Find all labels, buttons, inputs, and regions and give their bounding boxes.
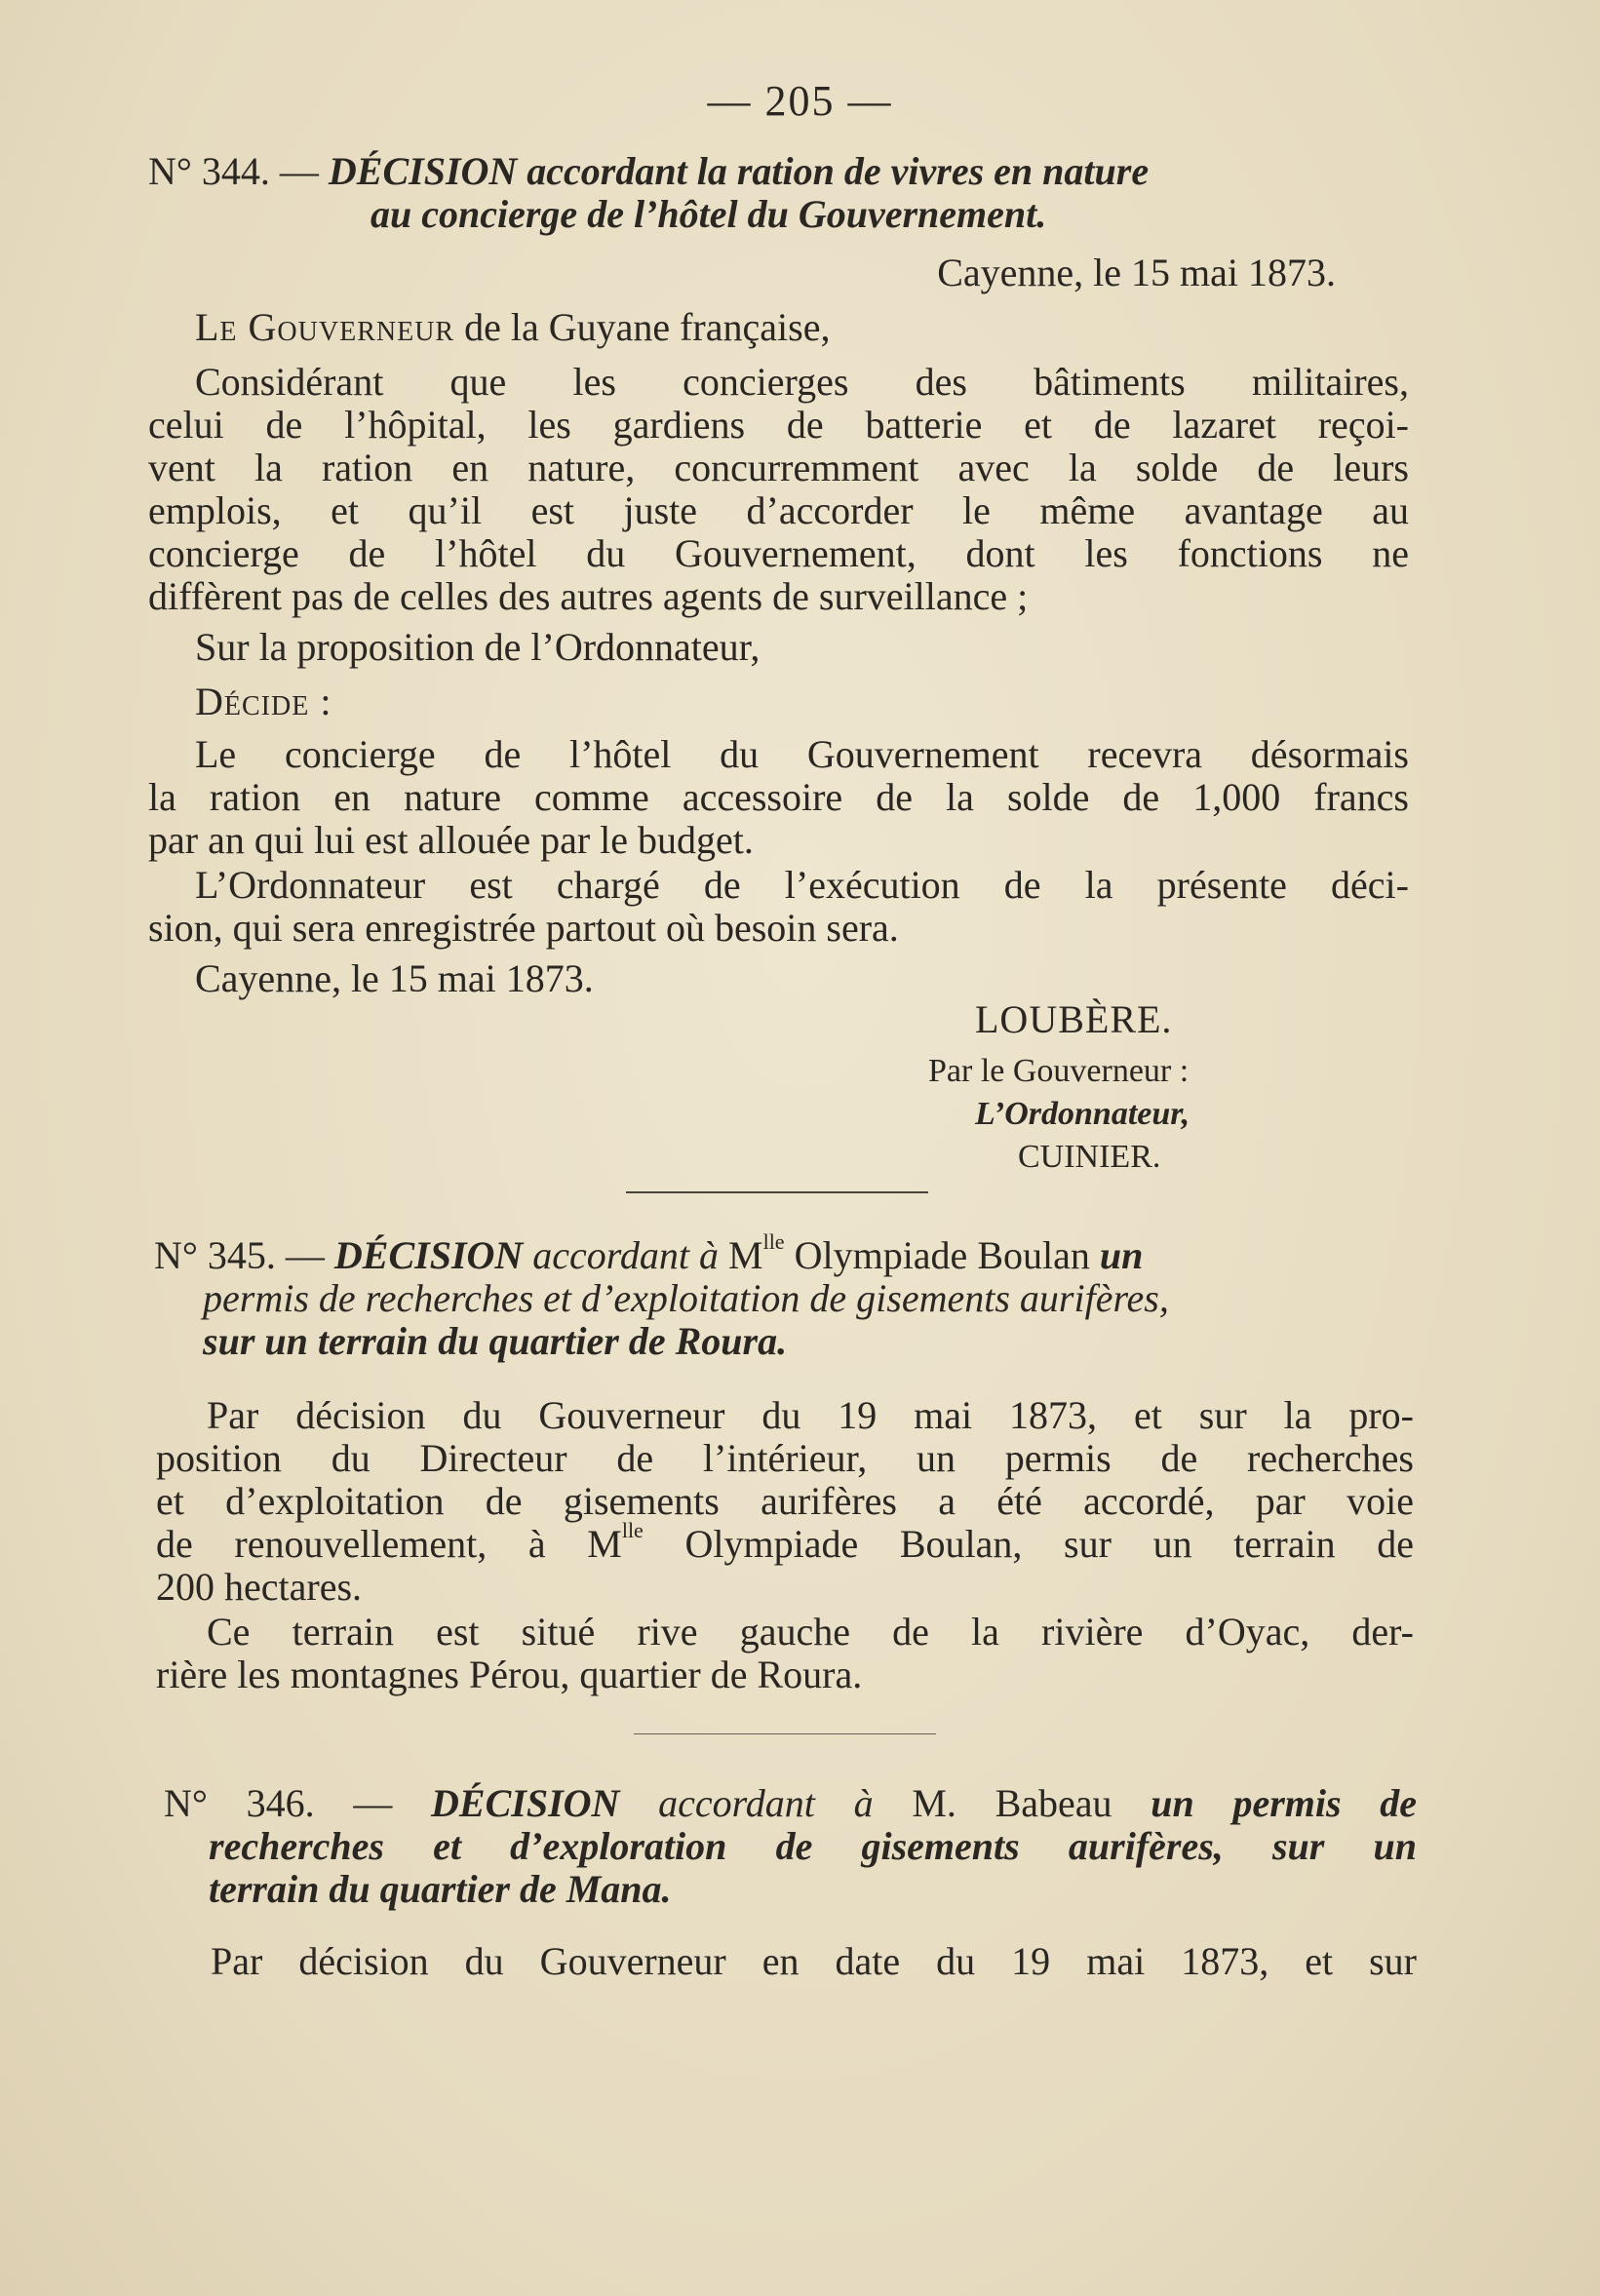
decision-345-terrain-last-line: rière les montagnes Pérou, quartier de Roura.	[156, 1653, 863, 1696]
decision-title-part: accordant à	[658, 1781, 874, 1825]
decision-345-title-line-2: permis de recherches et d’exploitation de gisements aurifères,	[203, 1276, 1169, 1320]
decision-346-heading	[164, 1782, 1417, 1825]
decision-346-title-line-2: recherches et d’exploration de gisements aurifères, sur un	[209, 1824, 1417, 1868]
decision-number: N° 346.	[164, 1781, 315, 1825]
decision-label: DÉCISION	[431, 1781, 620, 1825]
decision-344-place-date: Cayenne, le 15 mai 1873.	[937, 251, 1336, 294]
heading-dash: —	[279, 149, 319, 193]
decision-title-part: accordant à	[532, 1233, 719, 1277]
beneficiary-name: Olympiade Boulan	[794, 1233, 1090, 1277]
beneficiary-name: M. Babeau	[912, 1781, 1112, 1825]
decision-344-decree-last-line: par an qui lui est allouée par le budget.	[148, 818, 754, 862]
section-divider	[626, 1191, 928, 1193]
decision-344-body-line: concierge de l’hôtel du Gouvernement, dont les fonctions ne	[148, 531, 1409, 575]
decision-345-body-line: Par décision du Gouverneur du 19 mai 1873, et sur la pro-	[207, 1393, 1414, 1437]
decision-344-decide: Décide :	[195, 680, 332, 723]
decision-344-heading	[148, 150, 1406, 193]
honorific: $M^{lle}$	[728, 1229, 785, 1277]
decision-344-body-last-line: diffèrent pas de celles des autres agents de surveillance ;	[148, 574, 1029, 618]
decision-345-renewal-line: de renouvellement, à $M^{lle}$ Olympiade Boulan, sur un terrain de	[156, 1518, 1415, 1566]
par-le-gouverneur: Par le Gouverneur :	[928, 1053, 1190, 1089]
decision-344-governor-line	[195, 306, 830, 349]
decision-345-hectares: 200 hectares.	[156, 1565, 363, 1609]
page-number: — 205 —	[707, 77, 893, 125]
decision-title-part: accordant la ration de vivres en nature	[527, 149, 1150, 193]
decision-344-proposition: Sur la proposition de l’Ordonnateur,	[195, 625, 761, 669]
decision-344-decree-line: Le concierge de l’hôtel du Gouvernement recevra désormais	[195, 732, 1409, 776]
decision-title-part: un permis de	[1151, 1781, 1418, 1825]
decision-345-terrain-line: Ce terrain est situé rive gauche de la rivière d’Oyac, der-	[207, 1610, 1414, 1654]
decision-344-title-line-2: au concierge de l’hôtel du Gouvernement.	[371, 192, 1047, 236]
decision-345-body-line: et d’exploitation de gisements aurifères a été accordé, par voie	[156, 1479, 1414, 1523]
signature-loubere: LOUBÈRE.	[975, 997, 1173, 1041]
decision-346-body-line: Par décision du Gouverneur en date du 19 mai 1873, et sur	[211, 1939, 1417, 1983]
decision-344-body-line: Considérant que les concierges des bâtiments militaires,	[195, 360, 1409, 404]
decision-label: DÉCISION	[328, 149, 518, 193]
countersign-cuinier: CUINIER.	[1018, 1139, 1161, 1175]
decision-label: DÉCISION	[333, 1233, 524, 1277]
decision-344-decree-line: la ration en nature comme accessoire de la solde de 1,000 francs	[148, 775, 1409, 819]
decision-345-title-line-3: sur un terrain du quartier de Roura.	[203, 1319, 788, 1363]
decision-344-execution-line: L’Ordonnateur est chargé de l’exécution de la présente déci-	[195, 863, 1409, 907]
decision-title-part: un	[1099, 1233, 1144, 1277]
decision-345-body-line: position du Directeur de l’intérieur, un permis de recherches	[156, 1436, 1414, 1480]
decision-344-closing-date: Cayenne, le 15 mai 1873.	[195, 956, 594, 1000]
decision-number: N° 344.	[148, 149, 270, 193]
decision-344-execution-last-line: sion, qui sera enregistrée partout où besoin sera.	[148, 906, 899, 950]
decision-344-body-line: emplois, et qu’il est juste d’accorder le même avantage au	[148, 488, 1409, 532]
decision-344-body-line: celui de l’hôpital, les gardiens de batterie et de lazaret reçoi-	[148, 403, 1409, 447]
section-divider	[634, 1733, 936, 1734]
governor-title: Le Gouverneur	[195, 305, 455, 349]
decision-346-title-line-3: terrain du quartier de Mana.	[209, 1867, 672, 1911]
decision-number: N° 345.	[154, 1233, 276, 1277]
decision-345-heading	[154, 1229, 1144, 1277]
ordonnateur-label: L’Ordonnateur,	[975, 1096, 1190, 1132]
heading-dash: —	[353, 1781, 393, 1825]
governor-rest: de la Guyane française,	[464, 305, 831, 349]
decision-344-body-line: vent la ration en nature, concurremment avec la solde de leurs	[148, 446, 1409, 489]
heading-dash: —	[285, 1233, 325, 1277]
